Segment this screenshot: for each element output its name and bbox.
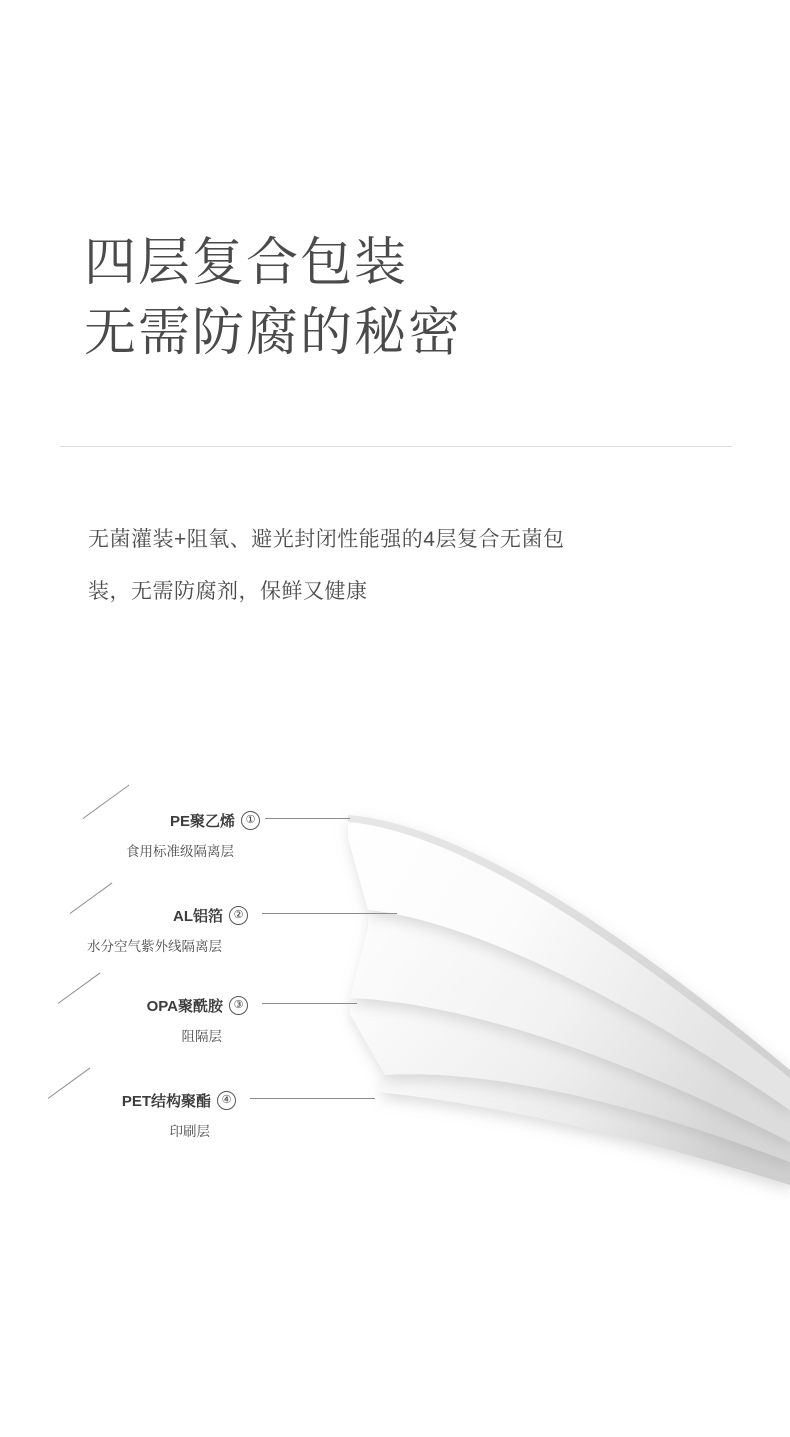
layer-label-2-name: AL铝箔 xyxy=(173,908,223,925)
layer-number-1: ① xyxy=(241,811,260,830)
layer-label-2-desc: 水分空气紫外线隔离层 xyxy=(87,939,222,954)
layer-label-1 xyxy=(30,810,260,860)
layer-label-1-main xyxy=(30,810,260,831)
leader-line-4 xyxy=(250,1098,375,1099)
layer-label-2 xyxy=(18,905,248,955)
layer-number-3: ③ xyxy=(229,996,248,1015)
section-divider xyxy=(60,446,732,447)
page-title-line-1: 四层复合包装 xyxy=(84,234,409,292)
layer-label-3 xyxy=(18,995,248,1045)
layer-diagram xyxy=(0,770,790,1200)
layer-label-4-main xyxy=(6,1090,236,1111)
leader-line-3 xyxy=(262,1003,357,1004)
layer-label-4 xyxy=(6,1090,236,1140)
layer-label-4-name: PET结构聚酯 xyxy=(121,1093,211,1110)
leader-line-1 xyxy=(265,818,350,819)
leader-line-2 xyxy=(262,913,397,914)
subtitle-line-1: 无菌灌装+阻氧、避光封闭性能强的4层复合无菌包 xyxy=(88,528,565,551)
layer-label-3-name: OPA聚酰胺 xyxy=(146,998,223,1015)
layer-label-4-desc: 印刷层 xyxy=(169,1124,210,1139)
layer-number-2: ② xyxy=(229,906,248,925)
layer-label-3-desc: 阻隔层 xyxy=(181,1029,222,1044)
page-title-line-2: 无需防腐的秘密 xyxy=(84,304,463,362)
layer-label-2-main xyxy=(18,905,248,926)
subtitle-paragraph xyxy=(88,514,688,618)
layer-label-3-main xyxy=(18,995,248,1016)
page-title xyxy=(84,228,724,368)
layer-label-1-name: PE聚乙烯 xyxy=(169,813,235,830)
layer-number-4: ④ xyxy=(217,1091,236,1110)
subtitle-line-2: 装，无需防腐剂，保鲜又健康 xyxy=(88,580,368,603)
layer-label-1-desc: 食用标准级隔离层 xyxy=(126,844,234,859)
